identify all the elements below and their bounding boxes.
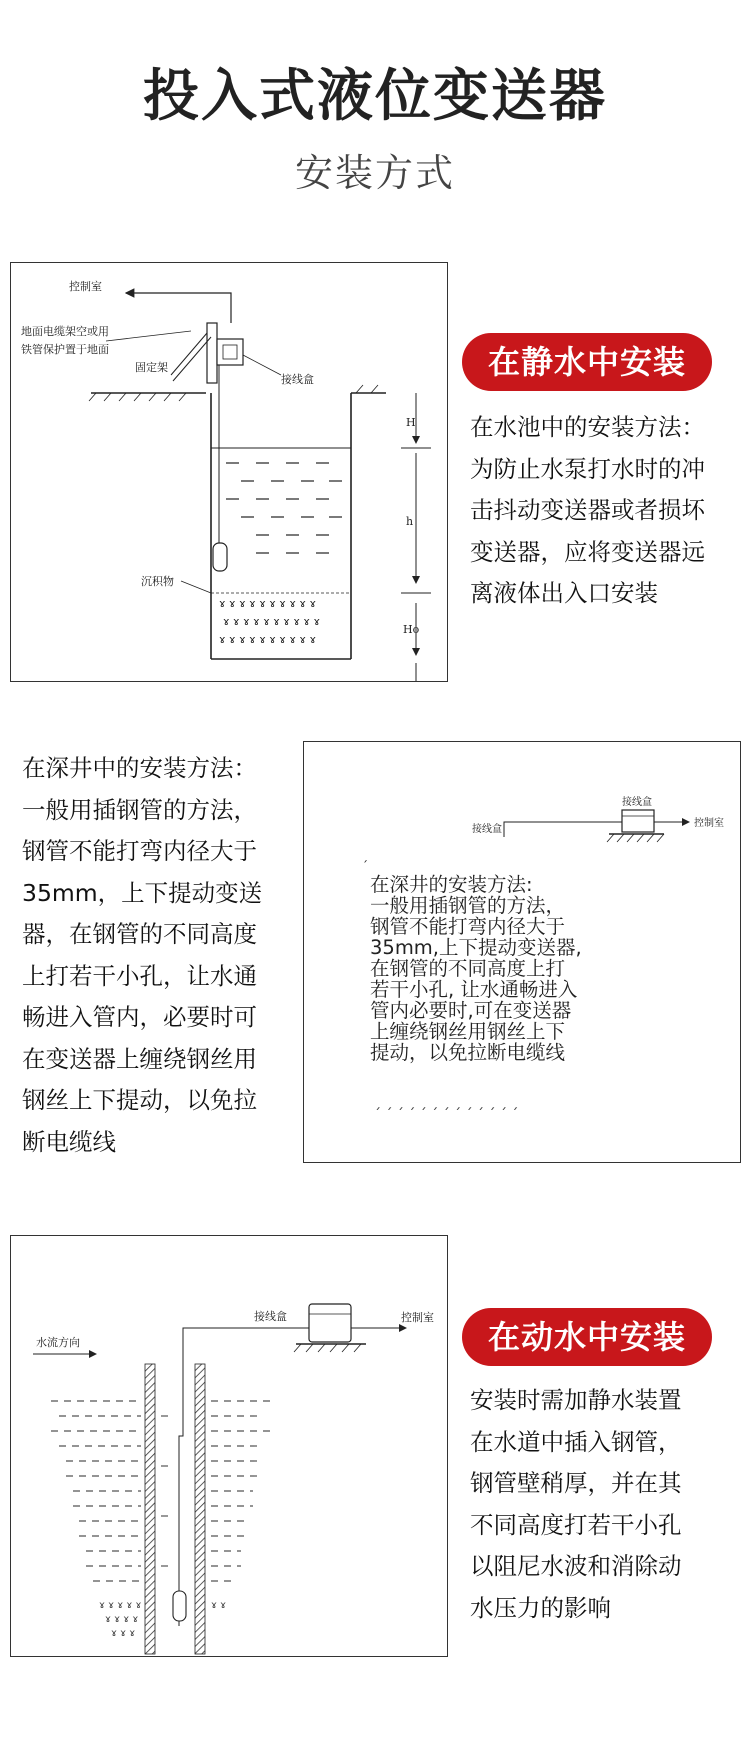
page-title: 投入式液位变送器	[143, 64, 607, 129]
svg-text:ɤ ɤ ɤ ɤ: ɤ ɤ ɤ ɤ	[105, 1614, 139, 1625]
cable-note-1: 地面电缆架空或用	[21, 325, 109, 338]
control-room-label-3: 控制室	[401, 1311, 434, 1324]
static-water-badge: 在静水中安装	[462, 333, 712, 391]
static-water-line: 击抖动变送器或者损坏	[470, 496, 705, 524]
deep-well-note-line: 管内必要时,可在变送器	[370, 999, 572, 1022]
control-room-label-2: 控制室	[694, 818, 724, 829]
deep-well-note-line: 35mm,上下提动变送器,	[370, 936, 582, 959]
svg-text:ˊ: ˊ	[362, 859, 368, 873]
deep-well-note-line: 钢管不能打弯内径大于	[370, 915, 566, 938]
deep-well-line: 钢管不能打弯内径大于	[22, 837, 257, 865]
deep-well-line: 在深井中的安装方法：	[22, 754, 257, 782]
deep-well-line: 钢丝上下提动，以免拉	[22, 1086, 257, 1114]
deep-well-note-line: 在钢管的不同高度上打	[370, 957, 566, 980]
flowing-water-line: 以阻尼水波和消除动	[470, 1552, 682, 1580]
svg-text:ɤ ɤ: ɤ ɤ	[211, 1600, 227, 1611]
page-subtitle: 安装方式	[294, 151, 455, 195]
static-water-line: 离液体出入口安装	[470, 579, 658, 607]
deep-well-note-line: 在深井的安装方法:	[370, 873, 533, 896]
static-water-line: 变送器，应将变送器远	[470, 537, 705, 566]
svg-text:ɤ ɤ ɤ: ɤ ɤ ɤ	[111, 1628, 136, 1639]
dim-H-label: H	[406, 416, 416, 429]
static-water-drawing	[11, 263, 447, 681]
deep-well-note-line: 提动，以免拉断电缆线	[370, 1041, 566, 1064]
deep-well-line: 器，在钢管的不同高度	[22, 920, 257, 948]
svg-text:ɤ ɤ ɤ ɤ ɤ ɤ ɤ ɤ ɤ ɤ: ɤ ɤ ɤ ɤ ɤ ɤ ɤ ɤ ɤ ɤ	[223, 615, 320, 628]
flowing-water-line: 钢管壁稍厚，并在其	[470, 1469, 682, 1497]
deep-well-note	[370, 874, 582, 1063]
junction-box-top-label: 接线盒	[622, 797, 652, 808]
junction-box-label: 接线盒	[281, 373, 314, 386]
static-water-line: 在水池中的安装方法：	[470, 413, 705, 441]
flowing-water-line: 水压力的影响	[470, 1593, 611, 1622]
deep-well-note-line: 一般用插钢管的方法，	[370, 894, 566, 917]
svg-text:ɤ ɤ ɤ ɤ ɤ: ɤ ɤ ɤ ɤ ɤ	[99, 1600, 142, 1611]
flowing-water-badge: 在动水中安装	[462, 1308, 712, 1366]
deep-well-line: 畅进入管内，必要时可	[22, 1003, 257, 1031]
bracket-label: 固定架	[135, 361, 168, 374]
static-water-diagram	[10, 262, 448, 682]
static-water-line: 为防止水泵打水时的冲	[470, 454, 705, 483]
flow-direction-label: 水流方向	[36, 1336, 80, 1349]
flowing-water-line: 在水道中插入钢管，	[470, 1427, 682, 1456]
deep-well-line: 上打若干小孔，让水通	[22, 961, 257, 990]
sediment-label: 沉积物	[141, 575, 174, 588]
deep-well-line: 35mm，上下提动变送	[22, 878, 263, 907]
deep-well-line: 一般用插钢管的方法，	[22, 795, 257, 824]
svg-text:ˊ ˊ ˊ ˊ ˊ ˊ ˊ ˊ ˊ ˊ ˊ ˊ ˊ: ˊ ˊ ˊ ˊ ˊ ˊ ˊ ˊ ˊ ˊ ˊ ˊ ˊ	[374, 1107, 519, 1123]
flowing-water-diagram	[10, 1235, 448, 1657]
deep-well-line: 在变送器上缠绕钢丝用	[22, 1044, 257, 1073]
flowing-water-text	[470, 1380, 682, 1629]
flowing-water-line: 安装时需加静水装置	[470, 1386, 682, 1414]
deep-well-line: 断电缆线	[22, 1127, 116, 1156]
deep-well-text	[22, 748, 262, 1163]
junction-box-label-3: 接线盒	[254, 1310, 287, 1323]
flowing-water-drawing	[11, 1236, 447, 1656]
dim-Ho-label: Ho	[403, 623, 420, 636]
svg-text:ɤ ɤ ɤ ɤ ɤ ɤ ɤ ɤ ɤ ɤ: ɤ ɤ ɤ ɤ ɤ ɤ ɤ ɤ ɤ ɤ	[219, 633, 316, 646]
control-room-label: 控制室	[69, 280, 102, 293]
cable-note-2: 铁管保护置于地面	[21, 343, 109, 356]
junction-box-left-label: 接线盒	[472, 824, 502, 835]
deep-well-diagram	[303, 741, 741, 1163]
deep-well-note-line: 若干小孔, 让水通畅进入	[370, 978, 578, 1001]
flowing-water-line: 不同高度打若干小孔	[470, 1510, 682, 1539]
deep-well-note-line: 上缠绕钢丝用钢丝上下	[370, 1020, 566, 1043]
static-water-text	[470, 407, 705, 615]
dim-h-label: h	[406, 515, 414, 528]
svg-text:ɤ ɤ ɤ ɤ ɤ ɤ ɤ ɤ ɤ ɤ: ɤ ɤ ɤ ɤ ɤ ɤ ɤ ɤ ɤ ɤ	[219, 597, 316, 610]
